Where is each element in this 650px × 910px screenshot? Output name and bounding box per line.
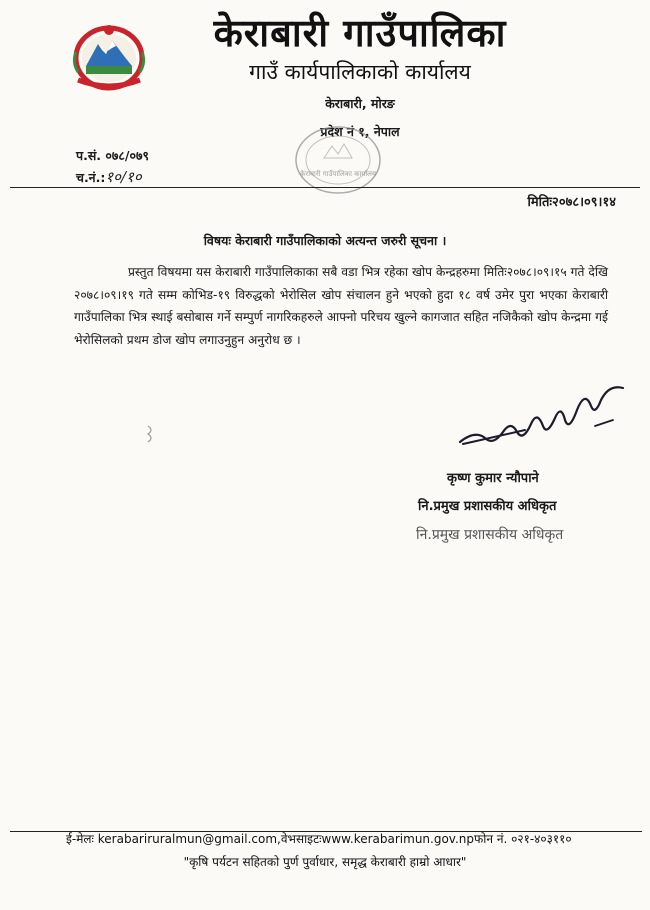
reference-ps	[76, 147, 149, 164]
government-emblem-icon	[68, 22, 150, 92]
ps-value: ०७८/०७९	[105, 148, 149, 163]
reference-chn	[76, 167, 142, 187]
notice-date: मितिः२०७८।०९।१४	[527, 195, 616, 210]
stamp-text: केराबारी गाउँपालिका कार्यालय	[300, 170, 376, 178]
footer-slogan: "कृषि पर्यटन सहितको पुर्ण पुर्वाधार, समृद्ध केराबारी हाम्रो आधार"	[183, 855, 467, 869]
chn-label: च.नं.:	[76, 170, 106, 185]
designation-stamp: नि.प्रमुख प्रशासकीय अधिकृत	[416, 527, 564, 543]
office-seal-stamp-icon	[288, 118, 388, 198]
ps-label: प.सं.	[76, 148, 102, 163]
office-province: प्रदेश नं १, नेपाल	[320, 124, 400, 139]
footer-contact: ई-मेलः kerabariruralmun@gmail.com,वेभसाइटःwww.kerabarimun.gov.npफोन नं. ०२१-४०३११०	[66, 832, 572, 846]
office-address: केराबारी, मोरङ	[325, 96, 395, 111]
notice-subject: विषयः केराबारी गाउँपालिकाको अत्यन्त जरुरी सूचना ।	[203, 233, 447, 248]
office-title: केराबारी गाउँपालिका	[213, 11, 507, 55]
signatory-designation: नि.प्रमुख प्रशासकीय अधिकृत	[418, 499, 557, 514]
margin-mark	[142, 422, 164, 448]
chn-value: १०/१०	[105, 168, 142, 186]
signatory-name: कृष्ण कुमार न्यौपाने	[447, 471, 539, 486]
handwritten-signature	[455, 380, 630, 460]
office-subtitle: गाउँ कार्यपालिकाको कार्यालय	[249, 60, 471, 84]
header-divider	[10, 187, 640, 188]
notice-body: प्रस्तुत विषयमा यस केराबारी गाउँपालिकाका सबै वडा भित्र रहेका खोप केन्द्रहरुमा मितिः२०७८।०९।१५ गते देखि २०७८।०९।१९ गते सम्म कोभिड-१९ विरुद्धको भेरोसिल खोप संचालन हुने भएको हुदा १८ वर्ष उमेर पुरा भएका केराबारी गाउँपालिका भित्र स्थाई बसोबास गर्ने सम्पुर्ण नागरिकहरुले आफ्नो परिचय खुल्ने कागजात सहित नजिकैको खोप केन्द्रमा गई भेरोसिलको प्रथम डोज खोप लगाउनुहुन अनुरोध छ ।	[74, 265, 608, 347]
